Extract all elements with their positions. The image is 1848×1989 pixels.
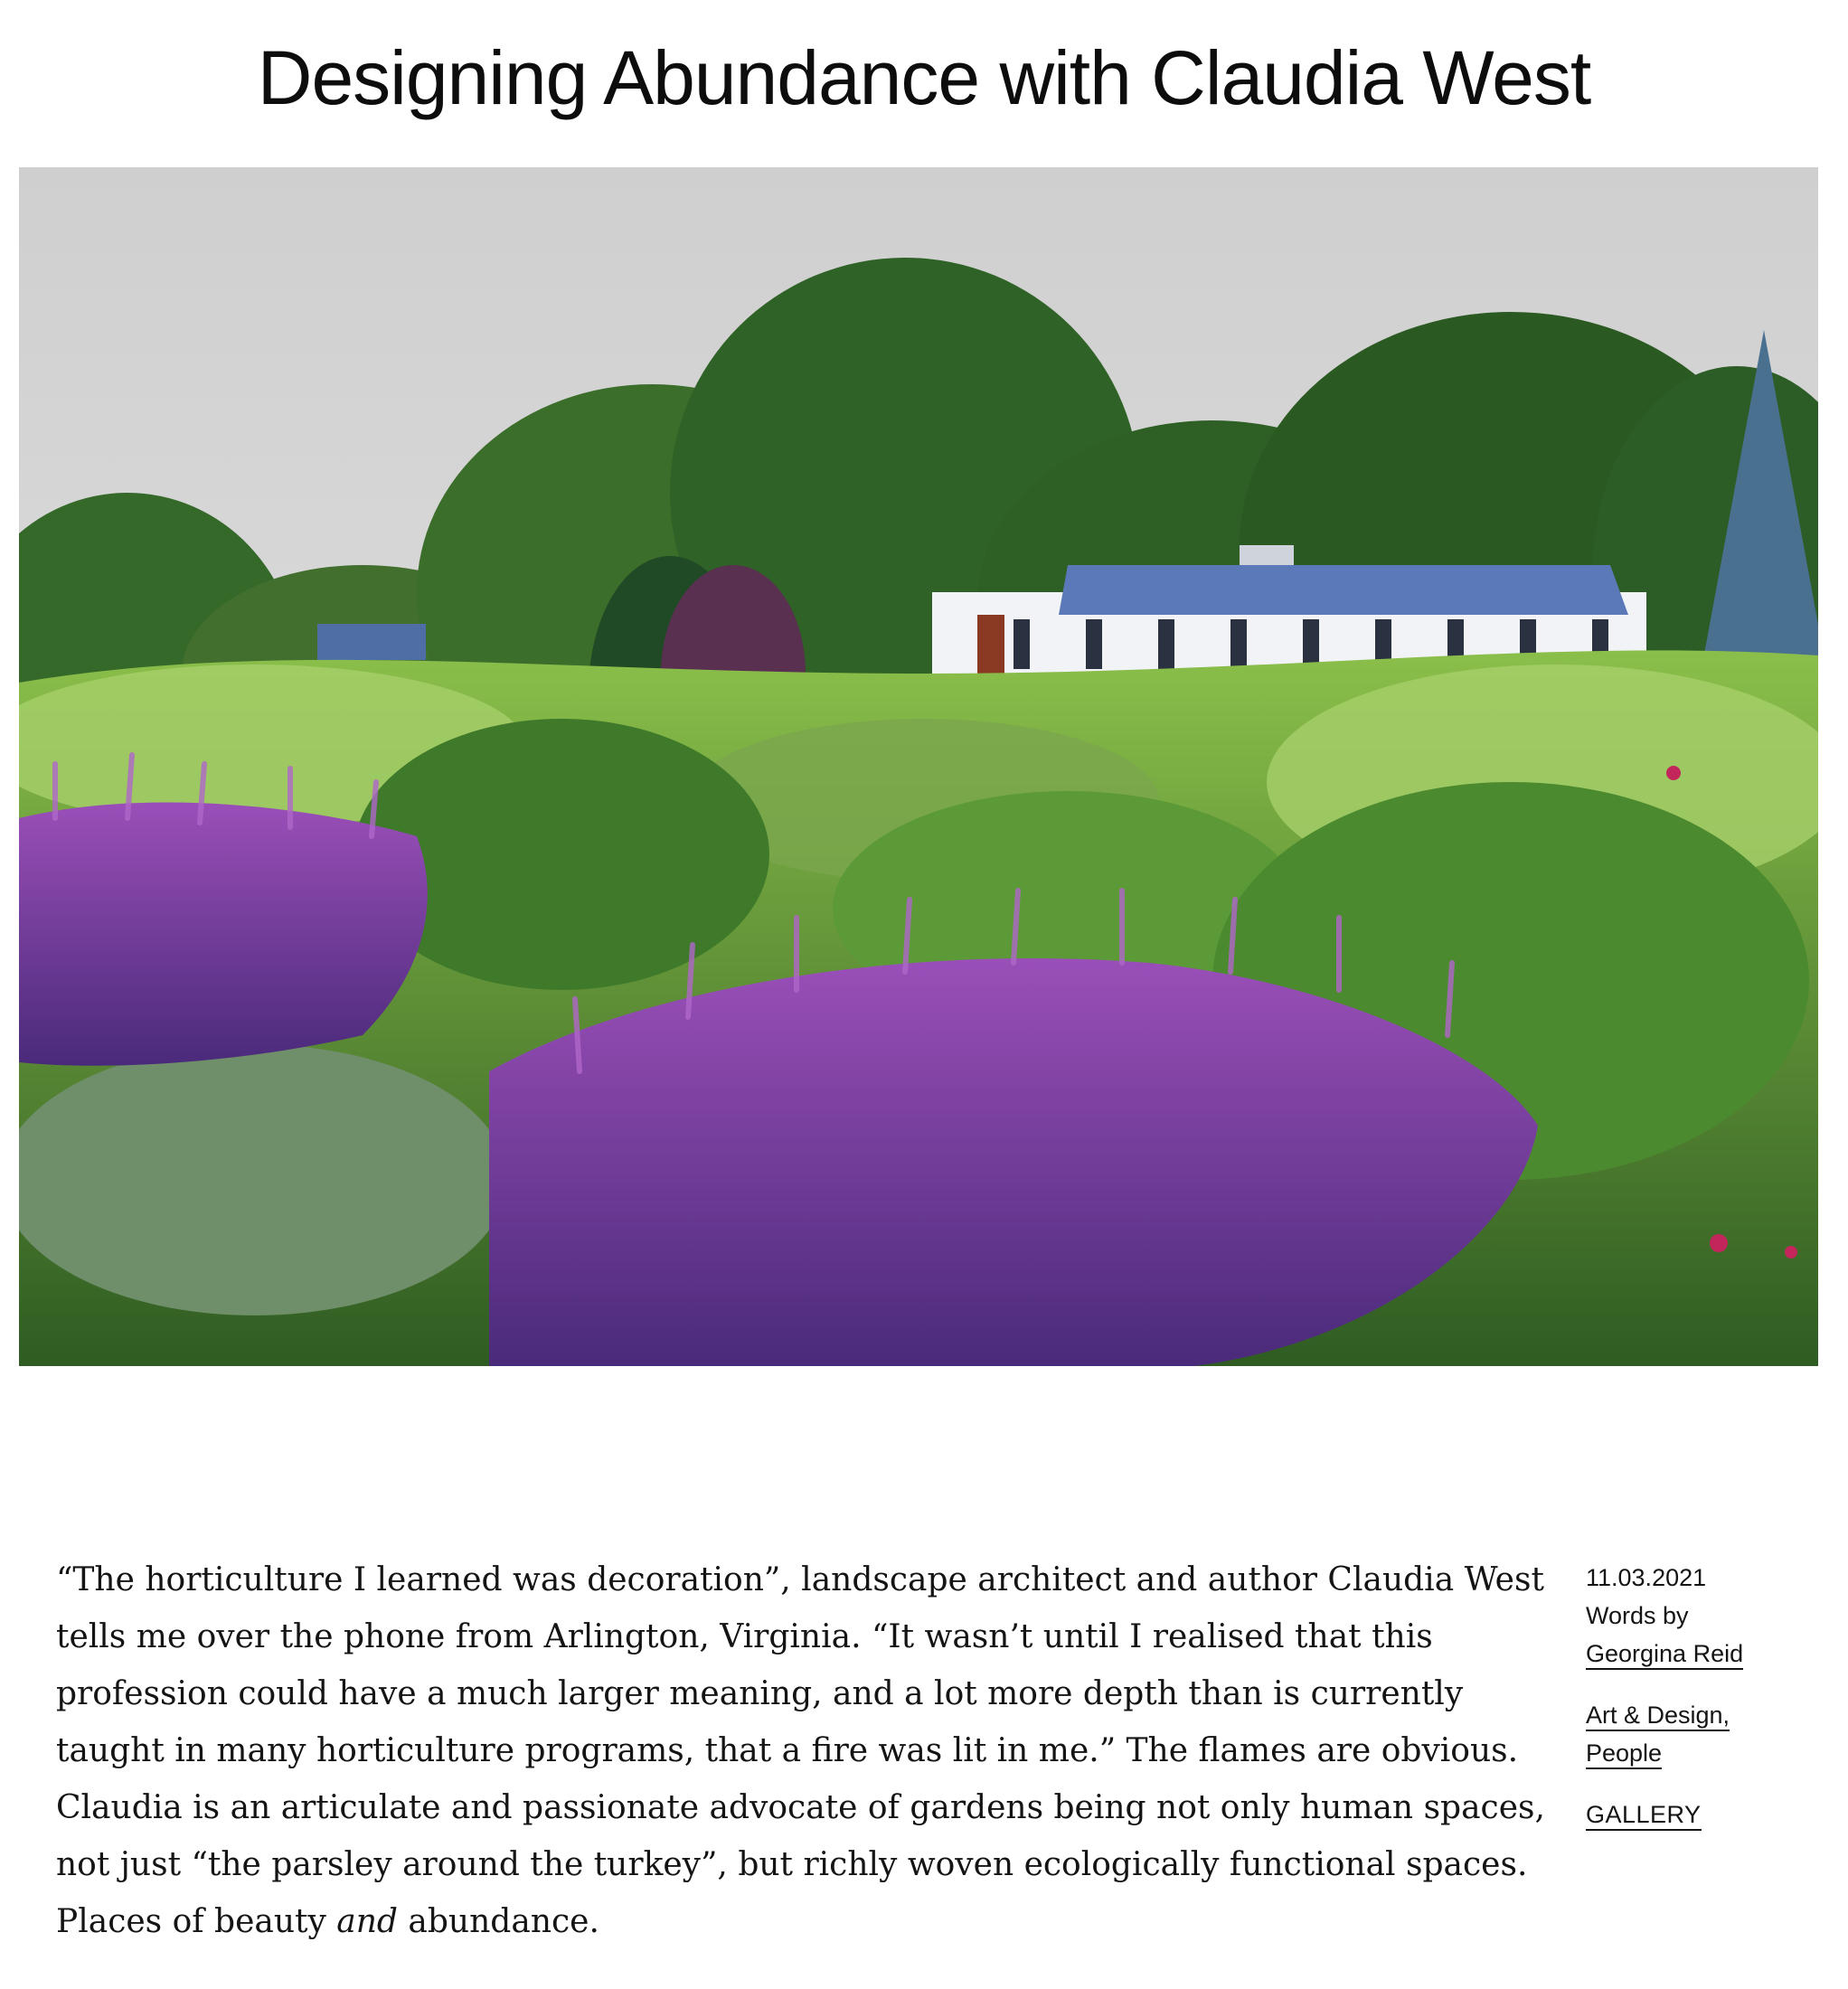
article-intro-end: abundance. — [397, 1903, 599, 1940]
page-title: Designing Abundance with Claudia West — [257, 35, 1591, 120]
article-intro-emphasis: and — [336, 1903, 398, 1940]
gallery-link[interactable]: GALLERY — [1586, 1801, 1702, 1831]
garden-illustration — [19, 167, 1818, 1366]
salvia-left — [19, 803, 428, 1066]
category-link-art-design[interactable]: Art & Design, — [1586, 1701, 1730, 1731]
hero-image — [19, 167, 1818, 1366]
words-by-label: Words by — [1586, 1602, 1689, 1629]
article-meta — [1586, 1559, 1821, 1833]
salvia-center — [489, 958, 1538, 1366]
article-intro — [56, 1551, 1557, 1950]
category-link-people[interactable]: People — [1586, 1739, 1662, 1769]
article-intro-text: “The horticulture I learned was decoration”, landscape architect and author Claudia West tells me over the phone from Arlington, Virginia. “It wasn’t until I realised that this profession could have a much larger meaning, and a lot more depth than is currently taught in many horticulture programs, that a fire was lit in me.” The flames are obvious. Claudia is an articulate and passionate advocate of gardens being not only human spaces, not just “the parsley around the turkey”, but richly woven ecologically functional spaces. Places of beauty — [56, 1561, 1545, 1940]
publish-date: 11.03.2021 — [1586, 1564, 1707, 1591]
author-link[interactable]: Georgina Reid — [1586, 1640, 1743, 1670]
category-list — [1586, 1696, 1821, 1772]
